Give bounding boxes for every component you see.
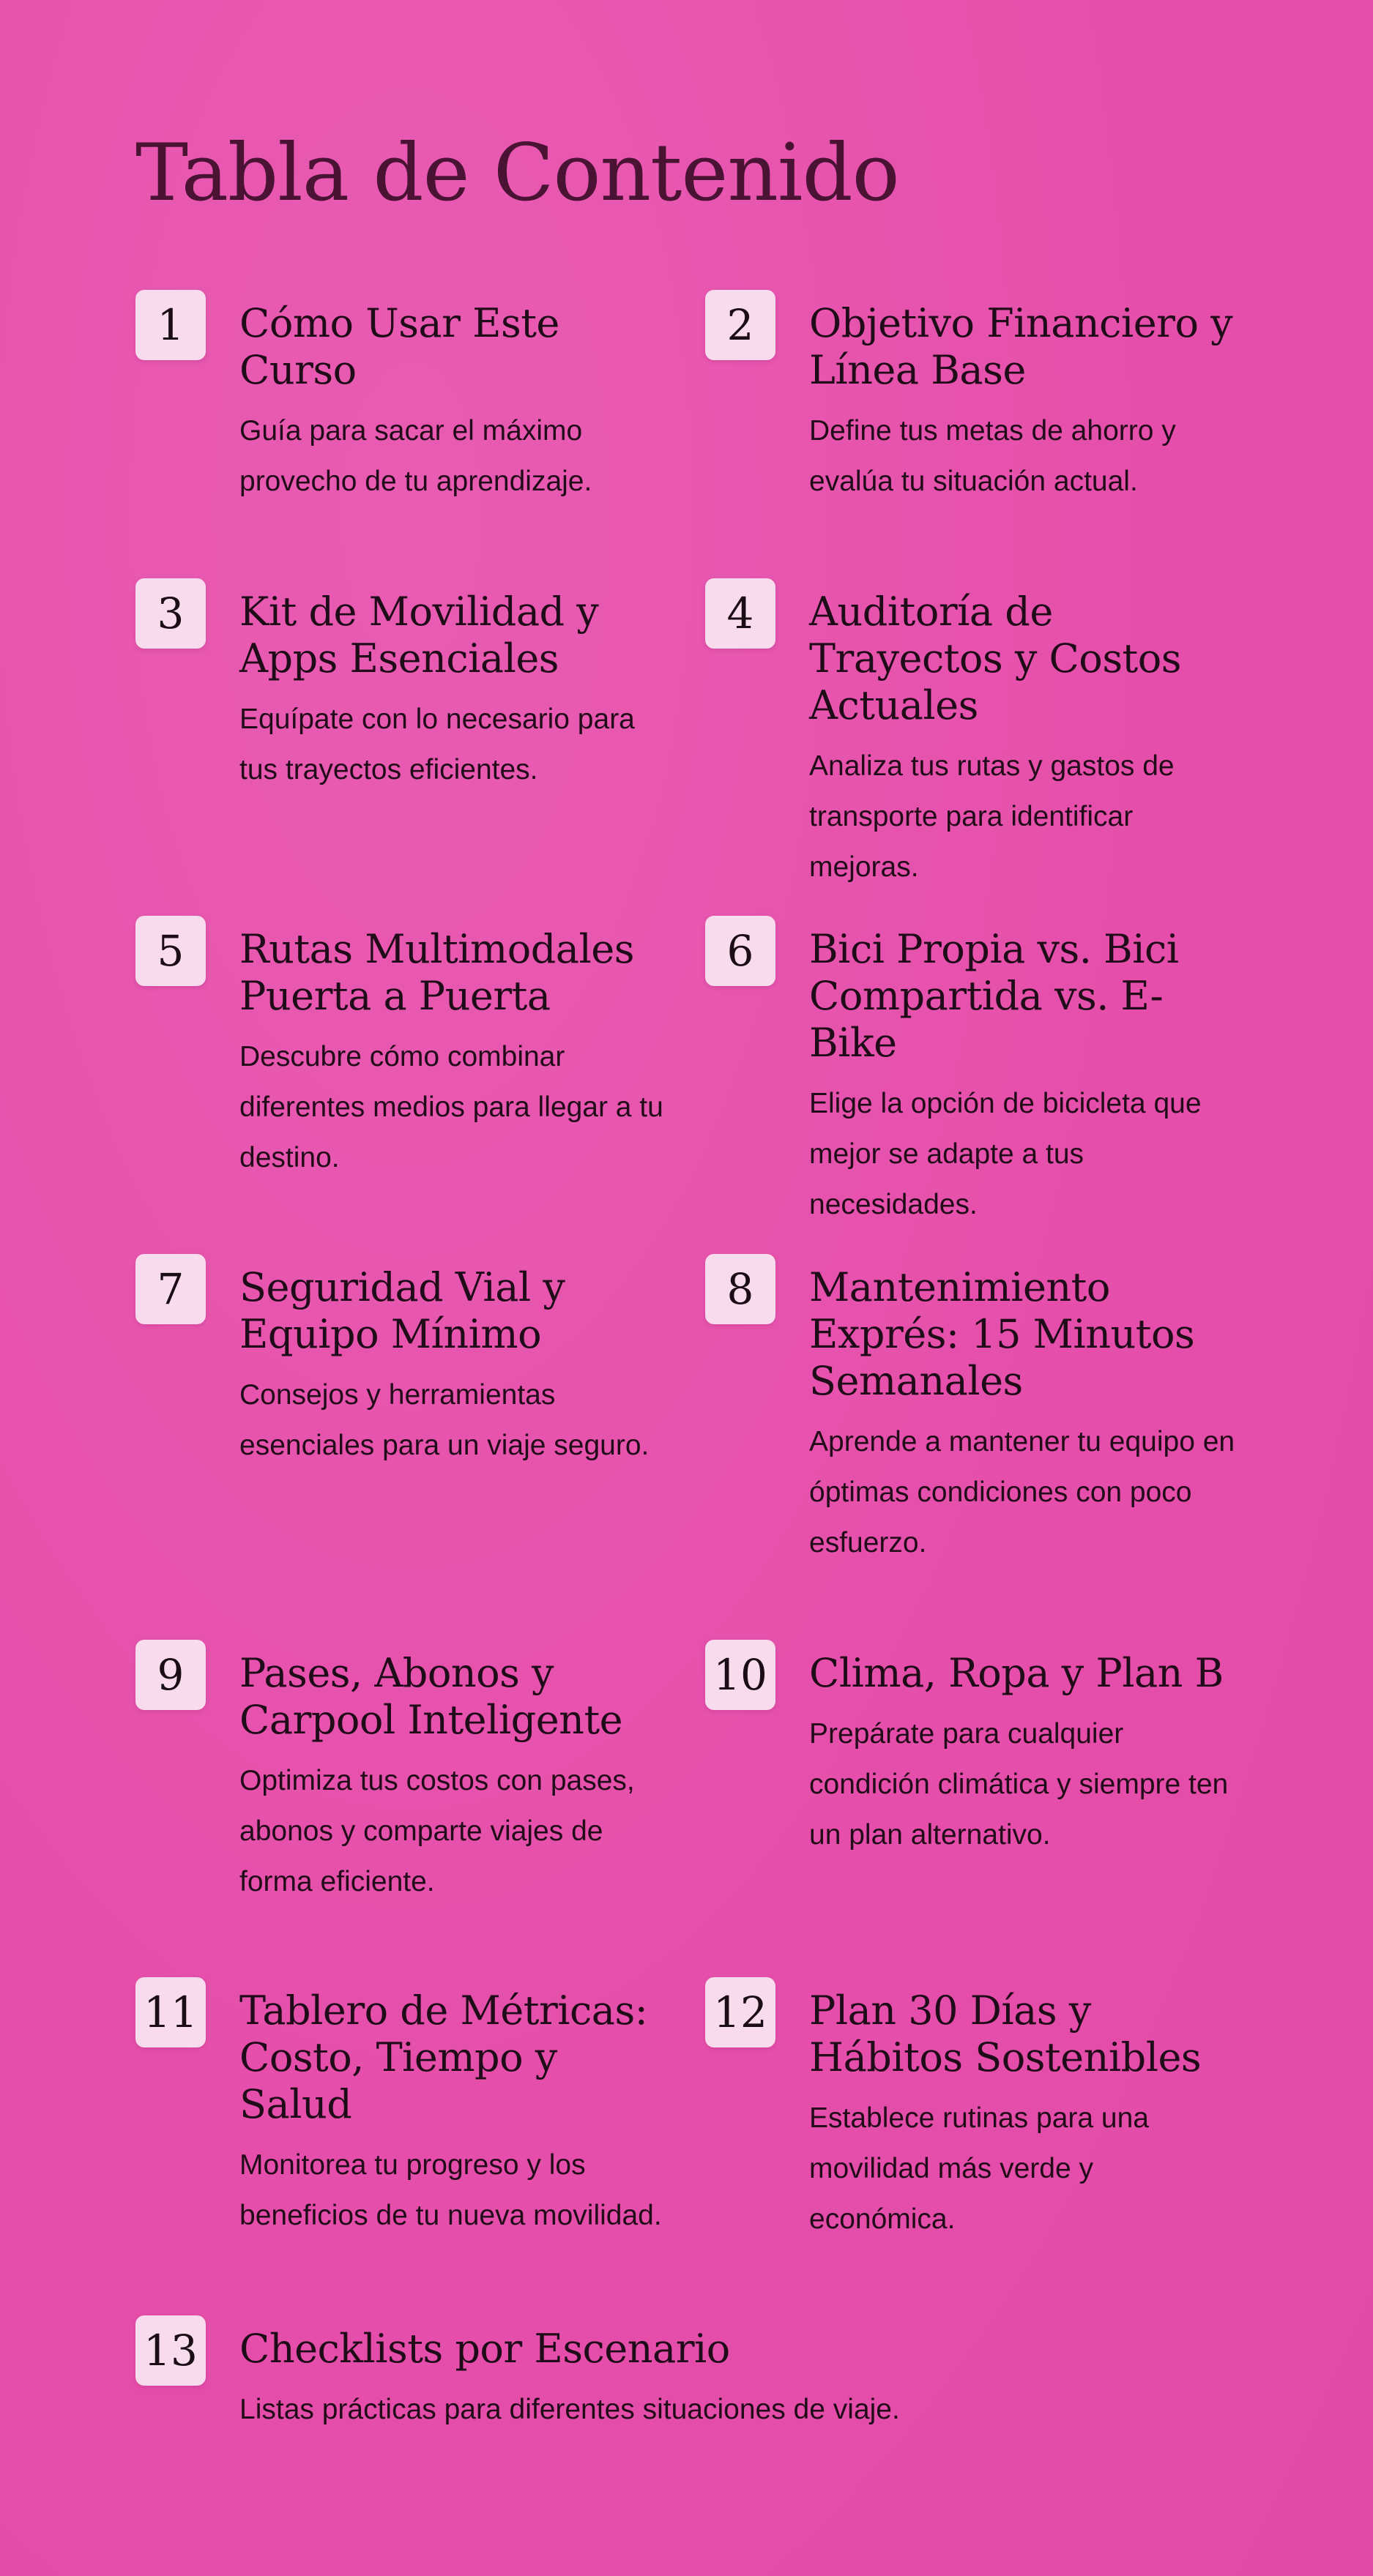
entry-text	[239, 300, 677, 507]
entry-number-badge: 5	[135, 916, 206, 986]
entry-title: Rutas Multimodales Puerta a Puerta	[239, 926, 634, 1019]
entry-text	[809, 1987, 1247, 2244]
entry-description: Define tus metas de ahorro y evalúa tu situación actual.	[809, 415, 1176, 497]
entry-number-badge: 3	[135, 578, 206, 649]
entry-text	[809, 926, 1247, 1230]
entry-number-badge: 1	[135, 290, 206, 360]
entry-description: Equípate con lo necesario para tus trayectos eficientes.	[239, 703, 635, 785]
entry-description: Monitorea tu progreso y los beneficios de tu nueva movilidad.	[239, 2149, 662, 2231]
entry-description: Prepárate para cualquier condición climática y siempre ten un plan alternativo.	[809, 1718, 1229, 1851]
entry-number-badge: 10	[705, 1640, 775, 1710]
entry-description: Analiza tus rutas y gastos de transporte para identificar mejoras.	[809, 750, 1175, 883]
entry-title: Plan 30 Días y Hábitos Sostenibles	[809, 1987, 1202, 2080]
entry-title: Mantenimiento Exprés: 15 Minutos Semanales	[809, 1264, 1195, 1404]
entry-title: Cómo Usar Este Curso	[239, 300, 559, 393]
entry-description: Aprende a mantener tu equipo en óptimas condiciones con poco esfuerzo.	[809, 1426, 1235, 1558]
entry-text	[809, 300, 1247, 507]
entry-title: Tablero de Métricas: Costo, Tiempo y Salud	[239, 1987, 648, 2127]
page-title: Tabla de Contenido	[135, 127, 899, 219]
entry-text	[239, 2326, 1234, 2435]
entry-title: Kit de Movilidad y Apps Esenciales	[239, 589, 599, 682]
entry-description: Descubre cómo combinar diferentes medios para llegar a tu destino.	[239, 1041, 663, 1173]
entry-number-badge: 4	[705, 578, 775, 649]
entry-text	[809, 1650, 1247, 1860]
entry-title: Pases, Abonos y Carpool Inteligente	[239, 1650, 623, 1743]
entry-description: Guía para sacar el máximo provecho de tu aprendizaje.	[239, 415, 592, 497]
entry-number-badge: 13	[135, 2315, 206, 2386]
entry-text	[809, 589, 1247, 892]
entry-title: Clima, Ropa y Plan B	[809, 1650, 1224, 1696]
entry-title: Auditoría de Trayectos y Costos Actuales	[809, 589, 1181, 728]
entry-number-badge: 8	[705, 1254, 775, 1324]
entry-number-badge: 12	[705, 1977, 775, 2047]
entry-number-badge: 2	[705, 290, 775, 360]
entry-text	[239, 589, 677, 795]
entry-description: Listas prácticas para diferentes situaciones de viaje.	[239, 2394, 900, 2425]
entry-text	[809, 1264, 1247, 1568]
entry-description: Optimiza tus costos con pases, abonos y comparte viajes de forma eficiente.	[239, 1765, 635, 1897]
entry-description: Elige la opción de bicicleta que mejor se adapte a tus necesidades.	[809, 1088, 1202, 1220]
entry-text	[239, 926, 677, 1183]
entry-title: Objetivo Financiero y Línea Base	[809, 300, 1233, 393]
entry-number-badge: 11	[135, 1977, 206, 2047]
entry-title: Bici Propia vs. Bici Compartida vs. E-Bike	[809, 926, 1179, 1066]
entry-number-badge: 9	[135, 1640, 206, 1710]
entry-description: Consejos y herramientas esenciales para un viaje seguro.	[239, 1379, 650, 1461]
entry-text	[239, 1650, 677, 1907]
entry-number-badge: 7	[135, 1254, 206, 1324]
entry-title: Checklists por Escenario	[239, 2326, 730, 2372]
entry-text	[239, 1987, 677, 2241]
entry-description: Establece rutinas para una movilidad más verde y económica.	[809, 2102, 1149, 2235]
entry-title: Seguridad Vial y Equipo Mínimo	[239, 1264, 565, 1357]
entry-text	[239, 1264, 677, 1471]
entry-number-badge: 6	[705, 916, 775, 986]
